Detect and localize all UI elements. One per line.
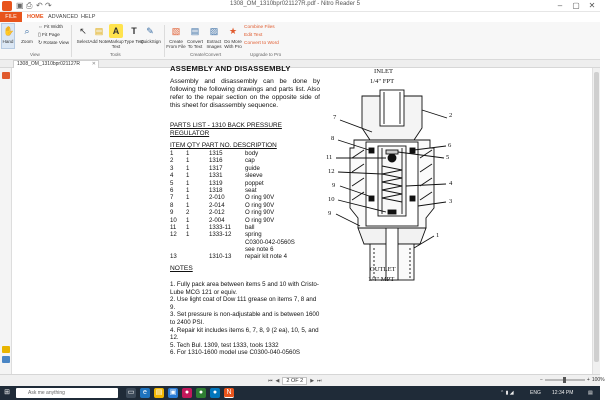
parts-qty-cell: 1: [186, 223, 190, 231]
zoom-slider[interactable]: [545, 379, 585, 381]
callout-12: 12: [328, 168, 335, 175]
page-heading: ASSEMBLY AND DISASSEMBLY: [170, 64, 291, 73]
parts-part-cell: 1333-11: [209, 223, 231, 231]
attachments-panel-icon[interactable]: [2, 356, 10, 363]
hand-label: Hand: [2, 39, 14, 44]
app-icon-2[interactable]: ●: [196, 388, 206, 398]
parts-desc-cell: O ring 90V: [245, 216, 275, 224]
language-indicator[interactable]: ENG: [530, 390, 541, 396]
taskbar-search-box[interactable]: [16, 388, 118, 398]
parts-item-cell: 4: [170, 172, 174, 180]
add-note-label: Add Note: [89, 39, 109, 44]
page-number-field[interactable]: 2 OF 2: [282, 377, 307, 385]
parts-item-cell: 6: [170, 186, 174, 194]
convert-to-word-link[interactable]: Convert to Word: [244, 41, 279, 46]
parts-part-cell: 1319: [209, 179, 223, 187]
note-item: 1. Fully pack area between items 5 and 10 with Cristo-Lube MCG 121 or equiv.: [170, 281, 319, 296]
task-view-icon[interactable]: ▭: [127, 389, 135, 396]
parts-part-cell: 1317: [209, 164, 223, 172]
callout-11: 11: [326, 154, 333, 161]
parts-desc-cell: O ring 90V: [245, 194, 275, 202]
parts-qty-cell: 1: [186, 150, 190, 157]
parts-qty-cell: 1: [186, 179, 190, 187]
upgrade-group-label: Upgrade to Pro: [250, 52, 282, 57]
callout-9: 9: [332, 182, 336, 189]
convert-text-icon: ▤: [190, 25, 200, 36]
parts-qty-cell: 1: [186, 231, 190, 239]
note-item: 4. Repair kit includes items 6, 7, 8, 9 (2 ea), 10, 5, and 12.: [170, 326, 319, 342]
extract-images-label: Extract Images: [206, 39, 222, 49]
extract-images-button[interactable]: [204, 24, 224, 49]
zoom-button[interactable]: [17, 24, 37, 44]
document-tab-bar: [0, 60, 600, 68]
callout-6: 6: [448, 142, 452, 149]
notes-title: NOTES: [170, 265, 193, 272]
parts-qty-cell: 1: [186, 194, 190, 202]
hand-tool-button[interactable]: [1, 23, 15, 49]
parts-desc-cell: poppet: [245, 179, 264, 187]
callout-3: 3: [449, 198, 453, 205]
quicksign-label: QuickSign: [140, 39, 161, 44]
parts-list-title: PARTS LIST - 1310 BACK PRESSURE REGULATOR: [170, 122, 282, 137]
parts-desc-cell: seat: [245, 186, 257, 194]
image-icon: ▨: [209, 25, 219, 36]
callout-2: 2: [449, 112, 453, 119]
callout-8: 8: [331, 135, 335, 142]
store-icon[interactable]: ▣: [169, 389, 177, 396]
nitro-taskbar-icon[interactable]: N: [224, 388, 234, 398]
signature-icon: ✎: [146, 25, 154, 36]
parts-part-cell: 2-014: [209, 201, 225, 209]
parts-part-cell: 1333-12: [209, 231, 232, 239]
previous-page-icon[interactable]: ◀: [275, 378, 280, 384]
notifications-icon[interactable]: ▤: [588, 390, 593, 396]
ribbon-separator: [164, 25, 165, 57]
callout-1: 1: [436, 232, 440, 239]
parts-item-cell: 12: [170, 231, 177, 239]
pages-panel-icon[interactable]: [2, 72, 10, 79]
note-item: 2. Use light coat of Dow 111 grease on items 7, 8 and 9.: [170, 296, 317, 311]
page-navigator: [268, 377, 322, 385]
parts-desc-cell: body: [245, 150, 259, 157]
fit-width-button[interactable]: ⇔ Fit Width: [38, 25, 64, 30]
parts-part-cell: 1316: [209, 157, 223, 165]
outlet-size-label: 1/4" MPT: [368, 276, 395, 283]
tab-advanced[interactable]: ADVANCED: [48, 14, 79, 20]
windows-start-icon[interactable]: ⊞: [4, 389, 10, 396]
parts-part-cell: 1315: [209, 150, 223, 157]
parts-qty-cell: 1: [186, 172, 190, 180]
parts-part-cell: 1318: [209, 186, 223, 194]
save-icon[interactable]: ▣: [16, 1, 24, 10]
parts-item-cell: 9: [170, 209, 174, 217]
taskbar-clock[interactable]: 12:34 PM: [552, 390, 574, 396]
callout-4: 4: [449, 180, 453, 187]
next-page-icon[interactable]: ▶: [310, 378, 315, 384]
magnifier-icon: ⌕: [24, 25, 30, 36]
create-from-file-button[interactable]: [166, 24, 186, 49]
tray-icons[interactable]: ⌃ ▮ ◢: [500, 390, 514, 396]
undo-icon[interactable]: ↶: [36, 1, 43, 10]
quicksign-button[interactable]: [140, 24, 160, 44]
inlet-size-label: 1/4" FPT: [370, 78, 395, 85]
edge-icon[interactable]: e: [140, 388, 150, 398]
cursor-icon: ↖: [79, 25, 87, 36]
fit-page-label: Fit Page: [41, 33, 60, 38]
zoom-slider-knob[interactable]: [563, 377, 566, 383]
notes-list: [170, 281, 320, 357]
parts-desc-cell: cap: [245, 157, 255, 165]
pro-icon: ★: [228, 25, 238, 36]
last-page-icon[interactable]: ⏭: [317, 378, 322, 384]
note-item: 5. Tech Bul. 1309, test 1333, tools 1332: [170, 341, 279, 349]
tab-help[interactable]: HELP: [81, 14, 96, 20]
parts-qty-cell: 1: [186, 216, 190, 224]
parts-desc-cell: ball: [245, 223, 255, 231]
fit-width-label: Fit Width: [44, 25, 64, 30]
create-from-file-label: Create From File: [166, 39, 186, 49]
view-group-label: View: [30, 52, 40, 57]
pdf-create-icon: ▧: [171, 25, 181, 36]
ribbon-tab-bar: [0, 12, 600, 22]
parts-item-cell: 1: [170, 150, 174, 157]
parts-part-cell: 2-010: [209, 194, 225, 202]
status-bar: [0, 374, 605, 386]
parts-item-cell: 13: [170, 253, 177, 261]
create-convert-group-label: Create/Convert: [190, 52, 222, 57]
note-item: 3. Set pressure is non-adjustable and is between 1600 to 2400 PSI.: [170, 311, 320, 326]
parts-desc-cell: see note 6: [245, 246, 274, 254]
do-more-with-pro-button[interactable]: [223, 24, 243, 49]
taskbar-search-placeholder: Ask me anything: [28, 390, 65, 396]
ribbon: [0, 22, 600, 60]
note-icon: ▤: [94, 25, 104, 36]
parts-part-cell: 2-012: [209, 209, 225, 217]
parts-desc-cell: repair kit note 4: [245, 253, 288, 261]
convert-to-text-label: Convert To Text: [186, 39, 204, 49]
app-icon-3[interactable]: ●: [210, 388, 220, 398]
intro-paragraph: Assembly and disassembly can be done by following the following drawings and parts list. Also refer to the repair section on the opposite side of this sheet for disassembly sequence.: [170, 78, 320, 109]
markup-text-label: Markup Text: [108, 39, 124, 49]
parts-item-cell: 8: [170, 201, 174, 209]
parts-desc-cell: guide: [245, 164, 260, 172]
app-icon-1[interactable]: ●: [182, 388, 192, 398]
parts-item-cell: 11: [170, 223, 177, 231]
parts-desc-cell: O ring 90V: [245, 201, 275, 209]
left-panel-rail: [0, 68, 12, 376]
parts-part-cell: 2-004: [209, 216, 225, 224]
vertical-scrollbar[interactable]: [592, 68, 600, 374]
close-icon[interactable]: ✕: [588, 1, 596, 10]
parts-list-header: ITEM QTY PART NO. DESCRIPTION: [170, 142, 277, 149]
parts-qty-cell: 1: [186, 201, 190, 209]
tab-home[interactable]: HOME: [27, 14, 44, 20]
hand-icon: ✋: [3, 25, 15, 36]
parts-part-cell: 1331: [209, 172, 223, 180]
zoom-in-icon[interactable]: +: [586, 377, 590, 383]
type-text-label: Type Text: [124, 39, 144, 44]
parts-item-cell: 2: [170, 157, 174, 165]
scrollbar-thumb[interactable]: [594, 72, 599, 362]
document-tab[interactable]: [13, 60, 99, 68]
print-icon[interactable]: ⎙: [26, 1, 33, 10]
comments-panel-icon[interactable]: [2, 346, 10, 353]
regulator-drawing: [322, 88, 462, 288]
parts-qty-cell: 1: [186, 157, 190, 165]
file-explorer-icon[interactable]: ▤: [155, 389, 163, 396]
do-more-with-pro-label: Do More With Pro: [224, 39, 242, 49]
window-title: 1308_OM_1310bpr021127R.pdf - Nitro Reader 5: [230, 1, 360, 7]
parts-item-cell: 7: [170, 194, 174, 202]
callout-7: 7: [333, 114, 337, 121]
nitro-logo-icon[interactable]: [2, 1, 12, 11]
inlet-label: INLET: [374, 68, 394, 75]
outlet-label: OUTLET: [370, 266, 396, 273]
minimize-icon[interactable]: –: [557, 1, 563, 10]
zoom-label: Zoom: [21, 39, 33, 44]
maximize-icon[interactable]: ▢: [572, 1, 580, 10]
tools-group-label: Tools: [110, 52, 121, 57]
parts-qty-cell: 2: [186, 209, 190, 217]
callout-10: 10: [328, 196, 335, 203]
callout-9b: 9: [328, 210, 332, 217]
parts-qty-cell: 1: [186, 186, 190, 194]
close-tab-icon[interactable]: ✕: [91, 61, 96, 67]
combine-files-link[interactable]: Combine Files: [244, 25, 275, 30]
windows-taskbar: [0, 386, 600, 400]
title-bar: [0, 0, 600, 12]
ribbon-separator: [71, 25, 72, 57]
redo-icon[interactable]: ↷: [45, 1, 52, 10]
first-page-icon[interactable]: ⏮: [268, 378, 273, 384]
regulator-diagram: [322, 68, 462, 298]
zoom-control: [540, 377, 605, 383]
markup-text-button[interactable]: [106, 24, 126, 49]
parts-desc-cell: spring: [245, 231, 262, 239]
callout-5: 5: [446, 154, 450, 161]
type-text-icon: T: [131, 25, 137, 36]
parts-item-cell: 5: [170, 179, 174, 187]
parts-desc-cell: O ring 90V: [245, 209, 275, 217]
zoom-out-icon[interactable]: −: [540, 377, 543, 383]
rotate-view-label: Rotate View: [43, 41, 70, 46]
parts-desc-cell: sleeve: [245, 172, 263, 180]
parts-qty-cell: 1: [186, 164, 190, 172]
edit-text-link[interactable]: Edit Text: [244, 33, 263, 38]
parts-item-cell: 3: [170, 164, 174, 172]
parts-item-cell: 10: [170, 216, 177, 224]
tab-file[interactable]: FILE: [0, 12, 22, 22]
parts-part-cell: 1310-13: [209, 253, 232, 261]
document-tab-label: 1308_OM_1310bpr021127R: [17, 61, 81, 67]
rotate-view-button[interactable]: ↻ Rotate View: [38, 41, 70, 46]
parts-desc-cell: C0300-042-0560S: [245, 238, 295, 246]
zoom-level: 100%: [591, 377, 605, 383]
note-item: 6. For 1310-1600 model use C0300-040-0560S: [170, 349, 301, 357]
convert-to-text-button[interactable]: [185, 24, 205, 49]
fit-page-button[interactable]: ▯ Fit Page: [38, 33, 60, 38]
select-label: Select: [76, 39, 90, 44]
highlight-icon: A: [109, 24, 123, 38]
